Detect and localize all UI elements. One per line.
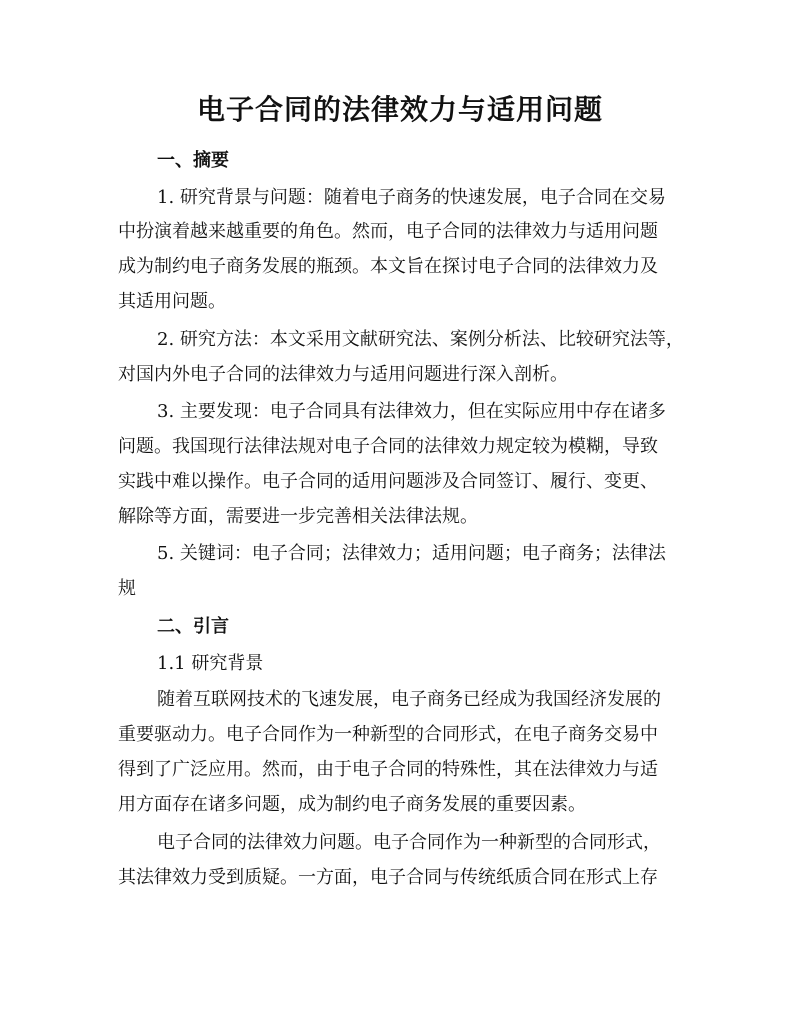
text-line: 中扮演着越来越重要的角色。然而，电子合同的法律效力与适用问题 bbox=[118, 221, 658, 242]
text-line: 得到了广泛应用。然而，由于电子合同的特殊性，其在法律效力与适 bbox=[118, 759, 658, 780]
text-line: 规 bbox=[118, 578, 136, 599]
text-line: 1. 研究背景与问题：随着电子商务的快速发展，电子合同在交易 bbox=[157, 187, 666, 208]
text-line: 其适用问题。 bbox=[118, 291, 226, 312]
text-line: 问题。我国现行法律法规对电子合同的法律效力规定较为模糊，导致 bbox=[118, 436, 658, 457]
section-heading: 一、摘要 bbox=[157, 150, 229, 171]
text-line: 3. 主要发现：电子合同具有法律效力，但在实际应用中存在诸多 bbox=[157, 401, 666, 422]
text-line: 其法律效力受到质疑。一方面，电子合同与传统纸质合同在形式上存 bbox=[118, 867, 658, 888]
text-line: 2. 研究方法：本文采用文献研究法、案例分析法、比较研究法等， bbox=[157, 329, 684, 350]
text-line: 5. 关键词：电子合同；法律效力；适用问题；电子商务；法律法 bbox=[157, 543, 666, 564]
text-line: 实践中难以操作。电子合同的适用问题涉及合同签订、履行、变更、 bbox=[118, 471, 658, 492]
text-line: 随着互联网技术的飞速发展，电子商务已经成为我国经济发展的 bbox=[157, 689, 661, 710]
subsection-heading: 1.1 研究背景 bbox=[157, 653, 264, 674]
text-line: 重要驱动力。电子合同作为一种新型的合同形式，在电子商务交易中 bbox=[118, 724, 658, 745]
text-line: 用方面存在诸多问题，成为制约电子商务发展的重要因素。 bbox=[118, 794, 586, 815]
page-title: 电子合同的法律效力与适用问题 bbox=[196, 93, 603, 126]
section-heading: 二、引言 bbox=[157, 616, 229, 637]
text-line: 电子合同的法律效力问题。电子合同作为一种新型的合同形式， bbox=[157, 832, 661, 853]
text-line: 成为制约电子商务发展的瓶颈。本文旨在探讨电子合同的法律效力及 bbox=[118, 256, 658, 277]
text-line: 对国内外电子合同的法律效力与适用问题进行深入剖析。 bbox=[118, 364, 568, 385]
text-line: 解除等方面，需要进一步完善相关法律法规。 bbox=[118, 506, 478, 527]
